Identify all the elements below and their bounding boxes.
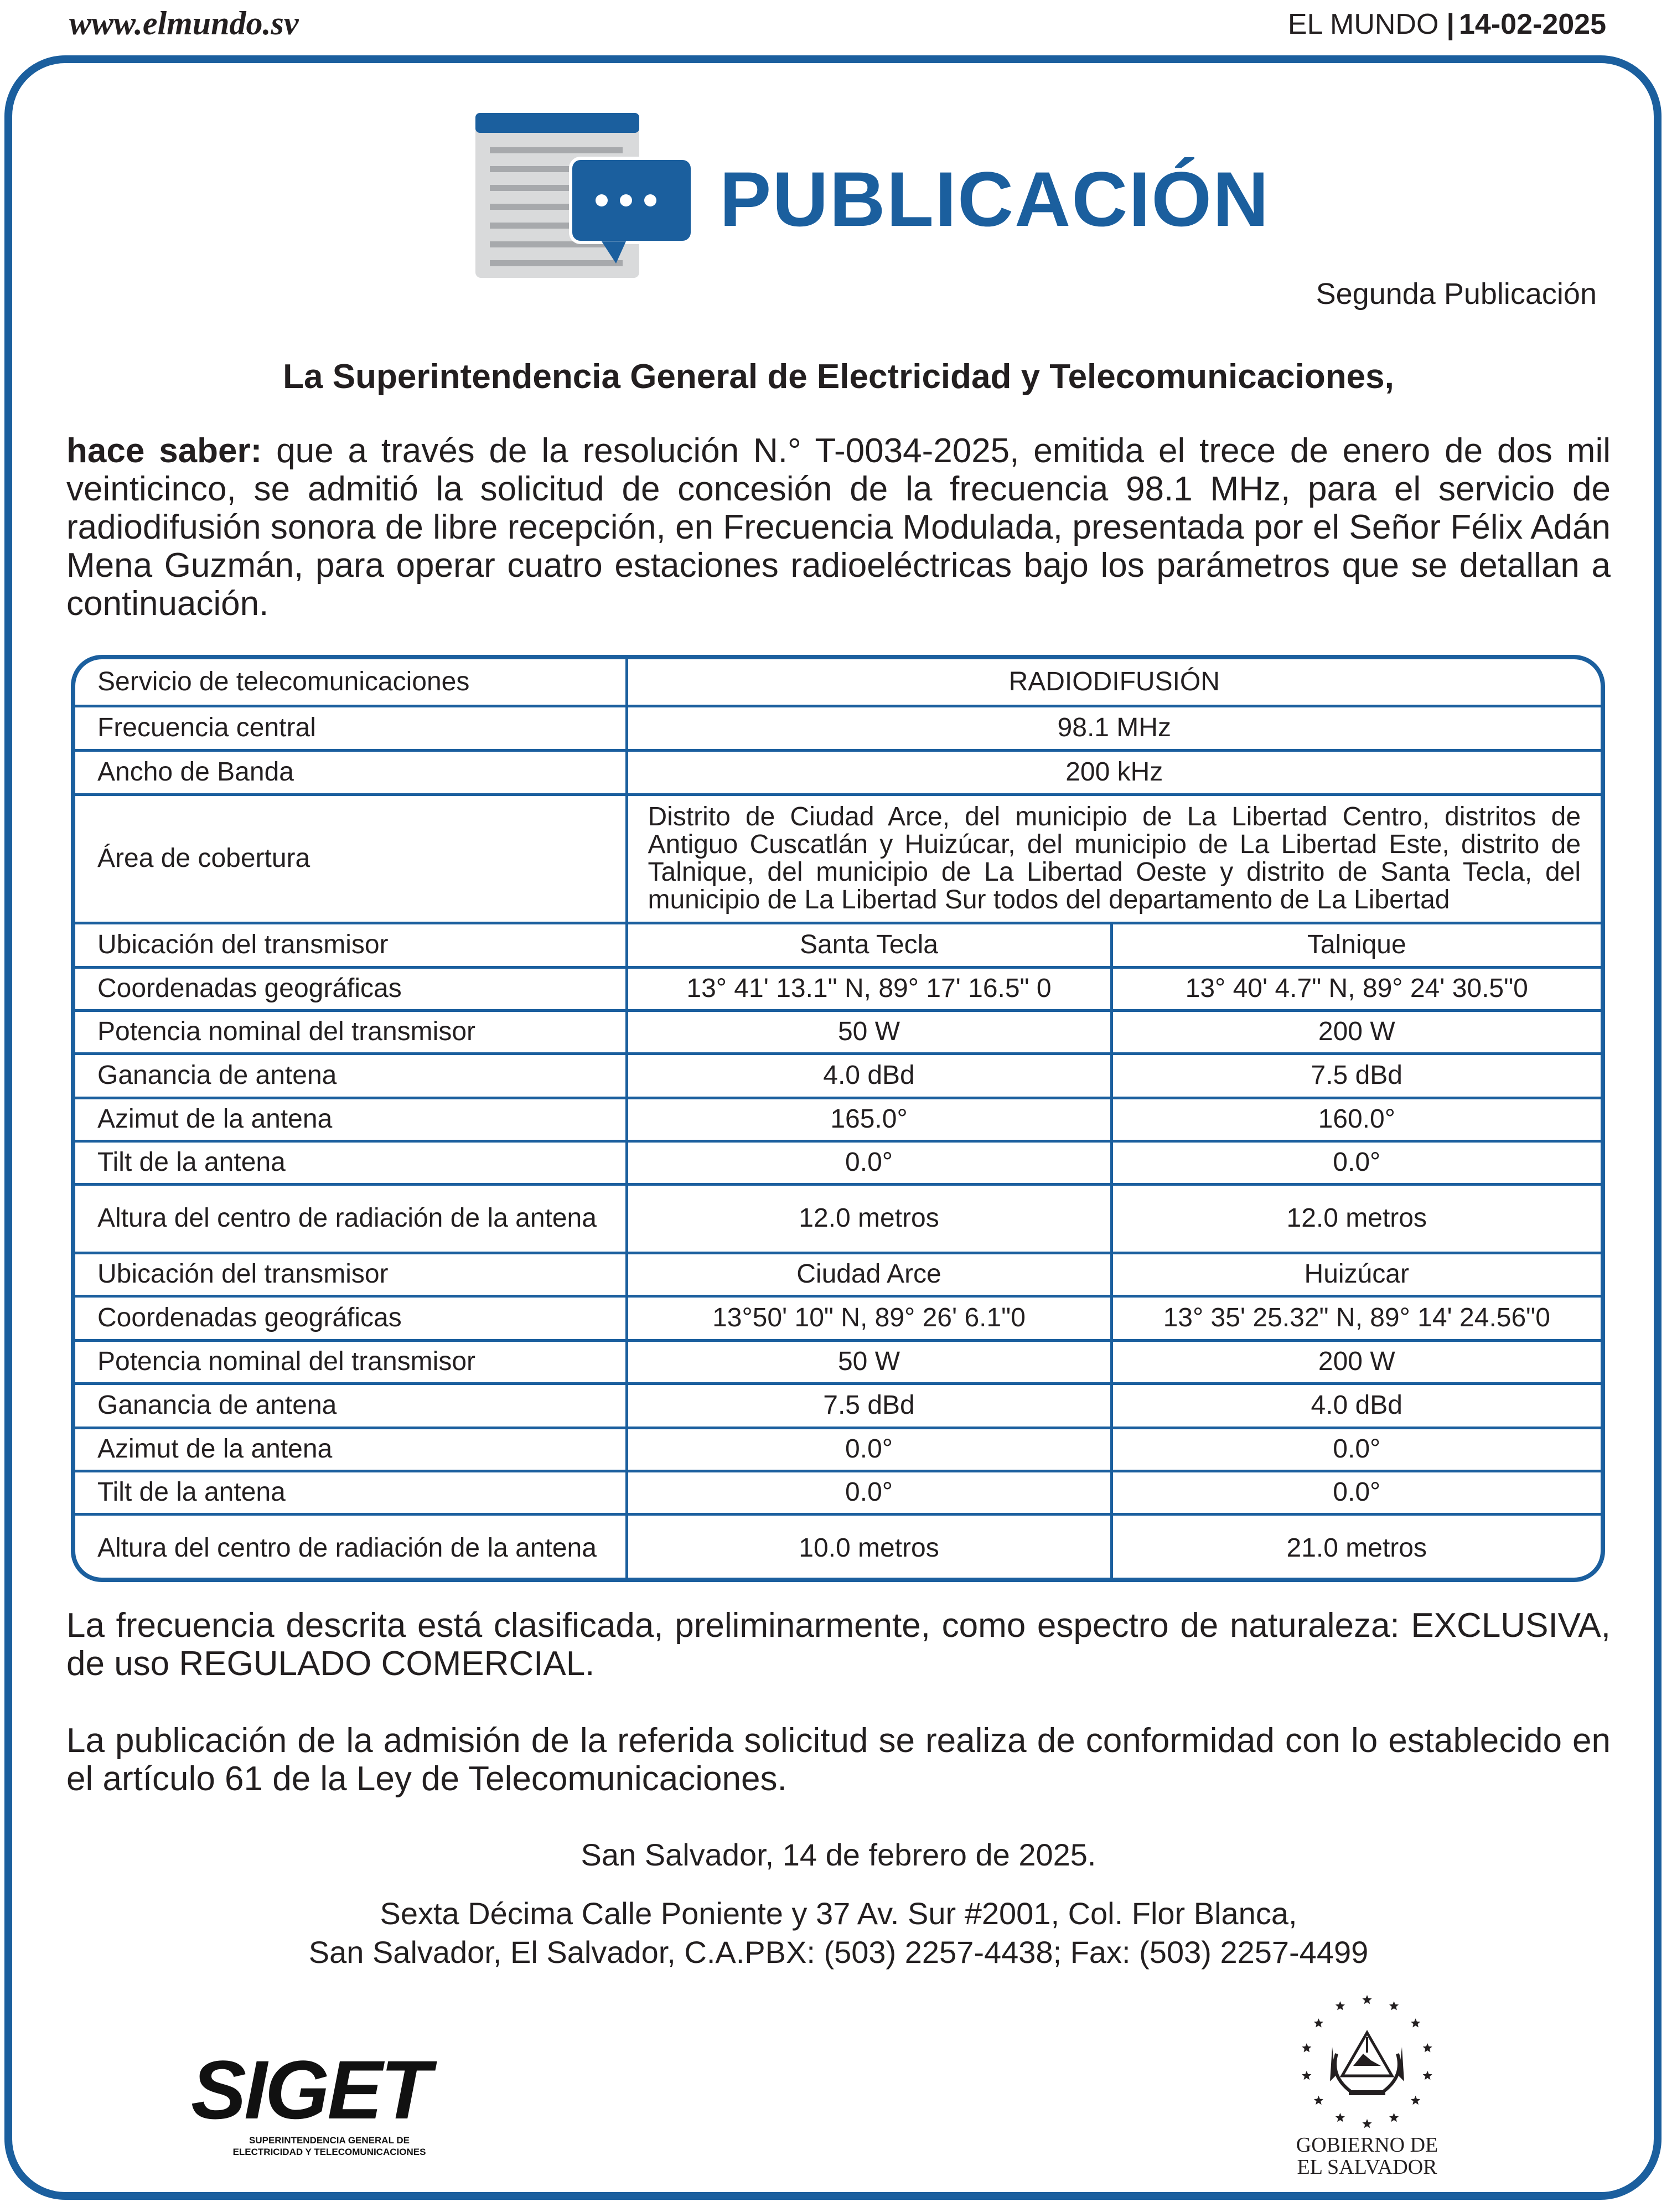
address-line-2: San Salvador, El Salvador, C.A.PBX: (503) 2257-4438; Fax: (503) 2257-4499 bbox=[308, 1935, 1369, 1970]
government-line-1: GOBIERNO DE bbox=[1296, 2133, 1438, 2157]
station-a-value: Ciudad Arce bbox=[627, 1253, 1111, 1296]
station-b-value: 13° 35' 25.32" N, 89° 14' 24.56"0 bbox=[1111, 1296, 1601, 1340]
station-b-value: 200 W bbox=[1111, 1010, 1601, 1053]
star-icon bbox=[1389, 2001, 1399, 2010]
star-icon bbox=[1362, 2119, 1371, 2128]
star-icon bbox=[1362, 1995, 1371, 2004]
station-b-value: 0.0° bbox=[1111, 1428, 1601, 1471]
station-a-value: 12.0 metros bbox=[627, 1184, 1111, 1253]
national-coat-of-arms-icon bbox=[1298, 1993, 1436, 2131]
star-icon bbox=[1314, 2096, 1323, 2105]
publication-date: 14-02-2025 bbox=[1459, 8, 1606, 40]
table-row bbox=[75, 1253, 1601, 1296]
row-label: Frecuencia central bbox=[75, 706, 627, 750]
table-row bbox=[75, 1471, 1601, 1514]
table-row bbox=[75, 1340, 1601, 1383]
siget-subtitle-1: SUPERINTENDENCIA GENERAL DE bbox=[249, 2135, 410, 2146]
government-line-2: EL SALVADOR bbox=[1297, 2156, 1437, 2179]
station-b-value: Talnique bbox=[1111, 923, 1601, 967]
row-value: 200 kHz bbox=[627, 750, 1601, 794]
station-a-value: 0.0° bbox=[627, 1141, 1111, 1184]
siget-subtitle-2: ELECTRICIDAD Y TELECOMUNICACIONES bbox=[232, 2147, 426, 2157]
newspaper-name: EL MUNDO bbox=[1287, 8, 1439, 40]
station-b-value: 0.0° bbox=[1111, 1141, 1601, 1184]
station-a-value: 10.0 metros bbox=[627, 1514, 1111, 1582]
header-separator: | bbox=[1446, 8, 1455, 40]
address-line-1: Sexta Décima Calle Poniente y 37 Av. Sur #2001, Col. Flor Blanca, bbox=[380, 1896, 1297, 1931]
row-label: Coordenadas geográficas bbox=[75, 1296, 627, 1340]
station-a-value: 13° 41' 13.1" N, 89° 17' 16.5" 0 bbox=[627, 967, 1111, 1010]
row-label: Potencia nominal del transmisor bbox=[75, 1340, 627, 1383]
row-label: Ganancia de antena bbox=[75, 1053, 627, 1098]
table-row bbox=[75, 1141, 1601, 1184]
row-label: Coordenadas geográficas bbox=[75, 967, 627, 1010]
star-icon bbox=[1389, 2113, 1399, 2122]
table-row bbox=[75, 1383, 1601, 1428]
star-icon bbox=[1411, 2096, 1420, 2105]
station-b-value: 21.0 metros bbox=[1111, 1514, 1601, 1582]
table-row bbox=[75, 1184, 1601, 1253]
intro-paragraph bbox=[66, 432, 1611, 623]
table-row bbox=[75, 967, 1601, 1010]
station-b-value: 13° 40' 4.7" N, 89° 24' 30.5"0 bbox=[1111, 967, 1601, 1010]
table-row bbox=[75, 1296, 1601, 1340]
newspaper-header bbox=[1288, 8, 1606, 41]
edition-label: Segunda Publicación bbox=[1316, 277, 1597, 311]
row-label: Azimut de la antena bbox=[75, 1428, 627, 1471]
star-icon bbox=[1314, 2018, 1323, 2027]
table-row bbox=[75, 1514, 1601, 1582]
station-a-value: 4.0 dBd bbox=[627, 1053, 1111, 1098]
star-icon bbox=[1336, 2001, 1345, 2010]
station-b-value: 4.0 dBd bbox=[1111, 1383, 1601, 1428]
station-b-value: 0.0° bbox=[1111, 1471, 1601, 1514]
station-a-value: 0.0° bbox=[627, 1471, 1111, 1514]
row-value: RADIODIFUSIÓN bbox=[627, 659, 1601, 706]
coverage-area-text: Distrito de Ciudad Arce, del municipio de La Libertad Centro, distritos de Antiguo Cuscatlán y Huizúcar, del municipio de La Libertad Este, distrito de Talnique, del municipio de La Libertad Oeste y distrito de Santa Tecla, del municipio de La Libertad Sur todos del departamento de La Libertad bbox=[627, 794, 1601, 923]
star-icon bbox=[1302, 2043, 1311, 2052]
star-icon bbox=[1423, 2043, 1432, 2052]
row-label: Altura del centro de radiación de la antena bbox=[75, 1514, 627, 1582]
table-row bbox=[75, 750, 1601, 794]
intro-text: que a través de la resolución N.° T-0034-2025, emitida el trece de enero de dos mil veinticinco, se admitió la solicitud de concesión de la frecuencia 98.1 MHz, para el servicio de radiodifusión sonora de libre recepción, en Frecuencia Modulada, presentada por el Señor Félix Adán Mena Guzmán, para operar cuatro estaciones radioeléctricas bajo los parámetros que se detallan a continuación. bbox=[66, 432, 1611, 623]
place-and-date: San Salvador, 14 de febrero de 2025. bbox=[581, 1837, 1096, 1872]
publication-title: PUBLICACIÓN bbox=[720, 156, 1270, 242]
newspaper-chat-icon bbox=[473, 111, 695, 282]
station-b-value: 7.5 dBd bbox=[1111, 1053, 1601, 1098]
station-b-value: 200 W bbox=[1111, 1340, 1601, 1383]
row-label: Azimut de la antena bbox=[75, 1098, 627, 1141]
row-label: Ganancia de antena bbox=[75, 1383, 627, 1428]
star-icon bbox=[1423, 2071, 1432, 2080]
row-label: Ancho de Banda bbox=[75, 750, 627, 794]
parameters-table bbox=[71, 655, 1605, 1582]
table-row bbox=[75, 1428, 1601, 1471]
government-logo bbox=[1284, 1993, 1450, 2178]
row-label: Ubicación del transmisor bbox=[75, 1253, 627, 1296]
issuer-heading: La Superintendencia General de Electricidad y Telecomunicaciones, bbox=[283, 358, 1394, 396]
siget-logo-word: SIGET bbox=[191, 2043, 429, 2136]
row-label: Tilt de la antena bbox=[75, 1141, 627, 1184]
row-label: Servicio de telecomunicaciones bbox=[75, 659, 627, 706]
classification-paragraph: La frecuencia descrita está clasificada, preliminarmente, como espectro de naturaleza: EXCLUSIVA, de uso REGULADO COMERCIAL. bbox=[66, 1606, 1611, 1683]
row-label: Ubicación del transmisor bbox=[75, 923, 627, 967]
station-a-value: 165.0° bbox=[627, 1098, 1111, 1141]
legal-paragraph: La publicación de la admisión de la referida solicitud se realiza de conformidad con lo establecido en el artículo 61 de la Ley de Telecomunicaciones. bbox=[66, 1722, 1611, 1798]
star-icon bbox=[1302, 2071, 1311, 2080]
row-label: Potencia nominal del transmisor bbox=[75, 1010, 627, 1053]
star-icon bbox=[1411, 2018, 1420, 2027]
station-a-value: 50 W bbox=[627, 1010, 1111, 1053]
star-icon bbox=[1336, 2113, 1345, 2122]
station-a-value: 7.5 dBd bbox=[627, 1383, 1111, 1428]
table-row bbox=[75, 794, 1601, 923]
intro-lead: hace saber: bbox=[66, 432, 262, 470]
table-row bbox=[75, 659, 1601, 706]
siget-logo bbox=[191, 2043, 468, 2158]
station-b-value: 160.0° bbox=[1111, 1098, 1601, 1141]
row-value: 98.1 MHz bbox=[627, 706, 1601, 750]
station-b-value: 12.0 metros bbox=[1111, 1184, 1601, 1253]
station-b-value: Huizúcar bbox=[1111, 1253, 1601, 1296]
row-label: Tilt de la antena bbox=[75, 1471, 627, 1514]
newspaper-url: www.elmundo.sv bbox=[69, 5, 299, 42]
table-row bbox=[75, 1098, 1601, 1141]
table-row bbox=[75, 706, 1601, 750]
row-label: Altura del centro de radiación de la antena bbox=[75, 1184, 627, 1253]
station-a-value: 0.0° bbox=[627, 1428, 1111, 1471]
table-row bbox=[75, 923, 1601, 967]
station-a-value: Santa Tecla bbox=[627, 923, 1111, 967]
station-a-value: 13°50' 10" N, 89° 26' 6.1"0 bbox=[627, 1296, 1111, 1340]
table-row bbox=[75, 1053, 1601, 1098]
station-a-value: 50 W bbox=[627, 1340, 1111, 1383]
row-label: Área de cobertura bbox=[75, 794, 627, 923]
table-row bbox=[75, 1010, 1601, 1053]
